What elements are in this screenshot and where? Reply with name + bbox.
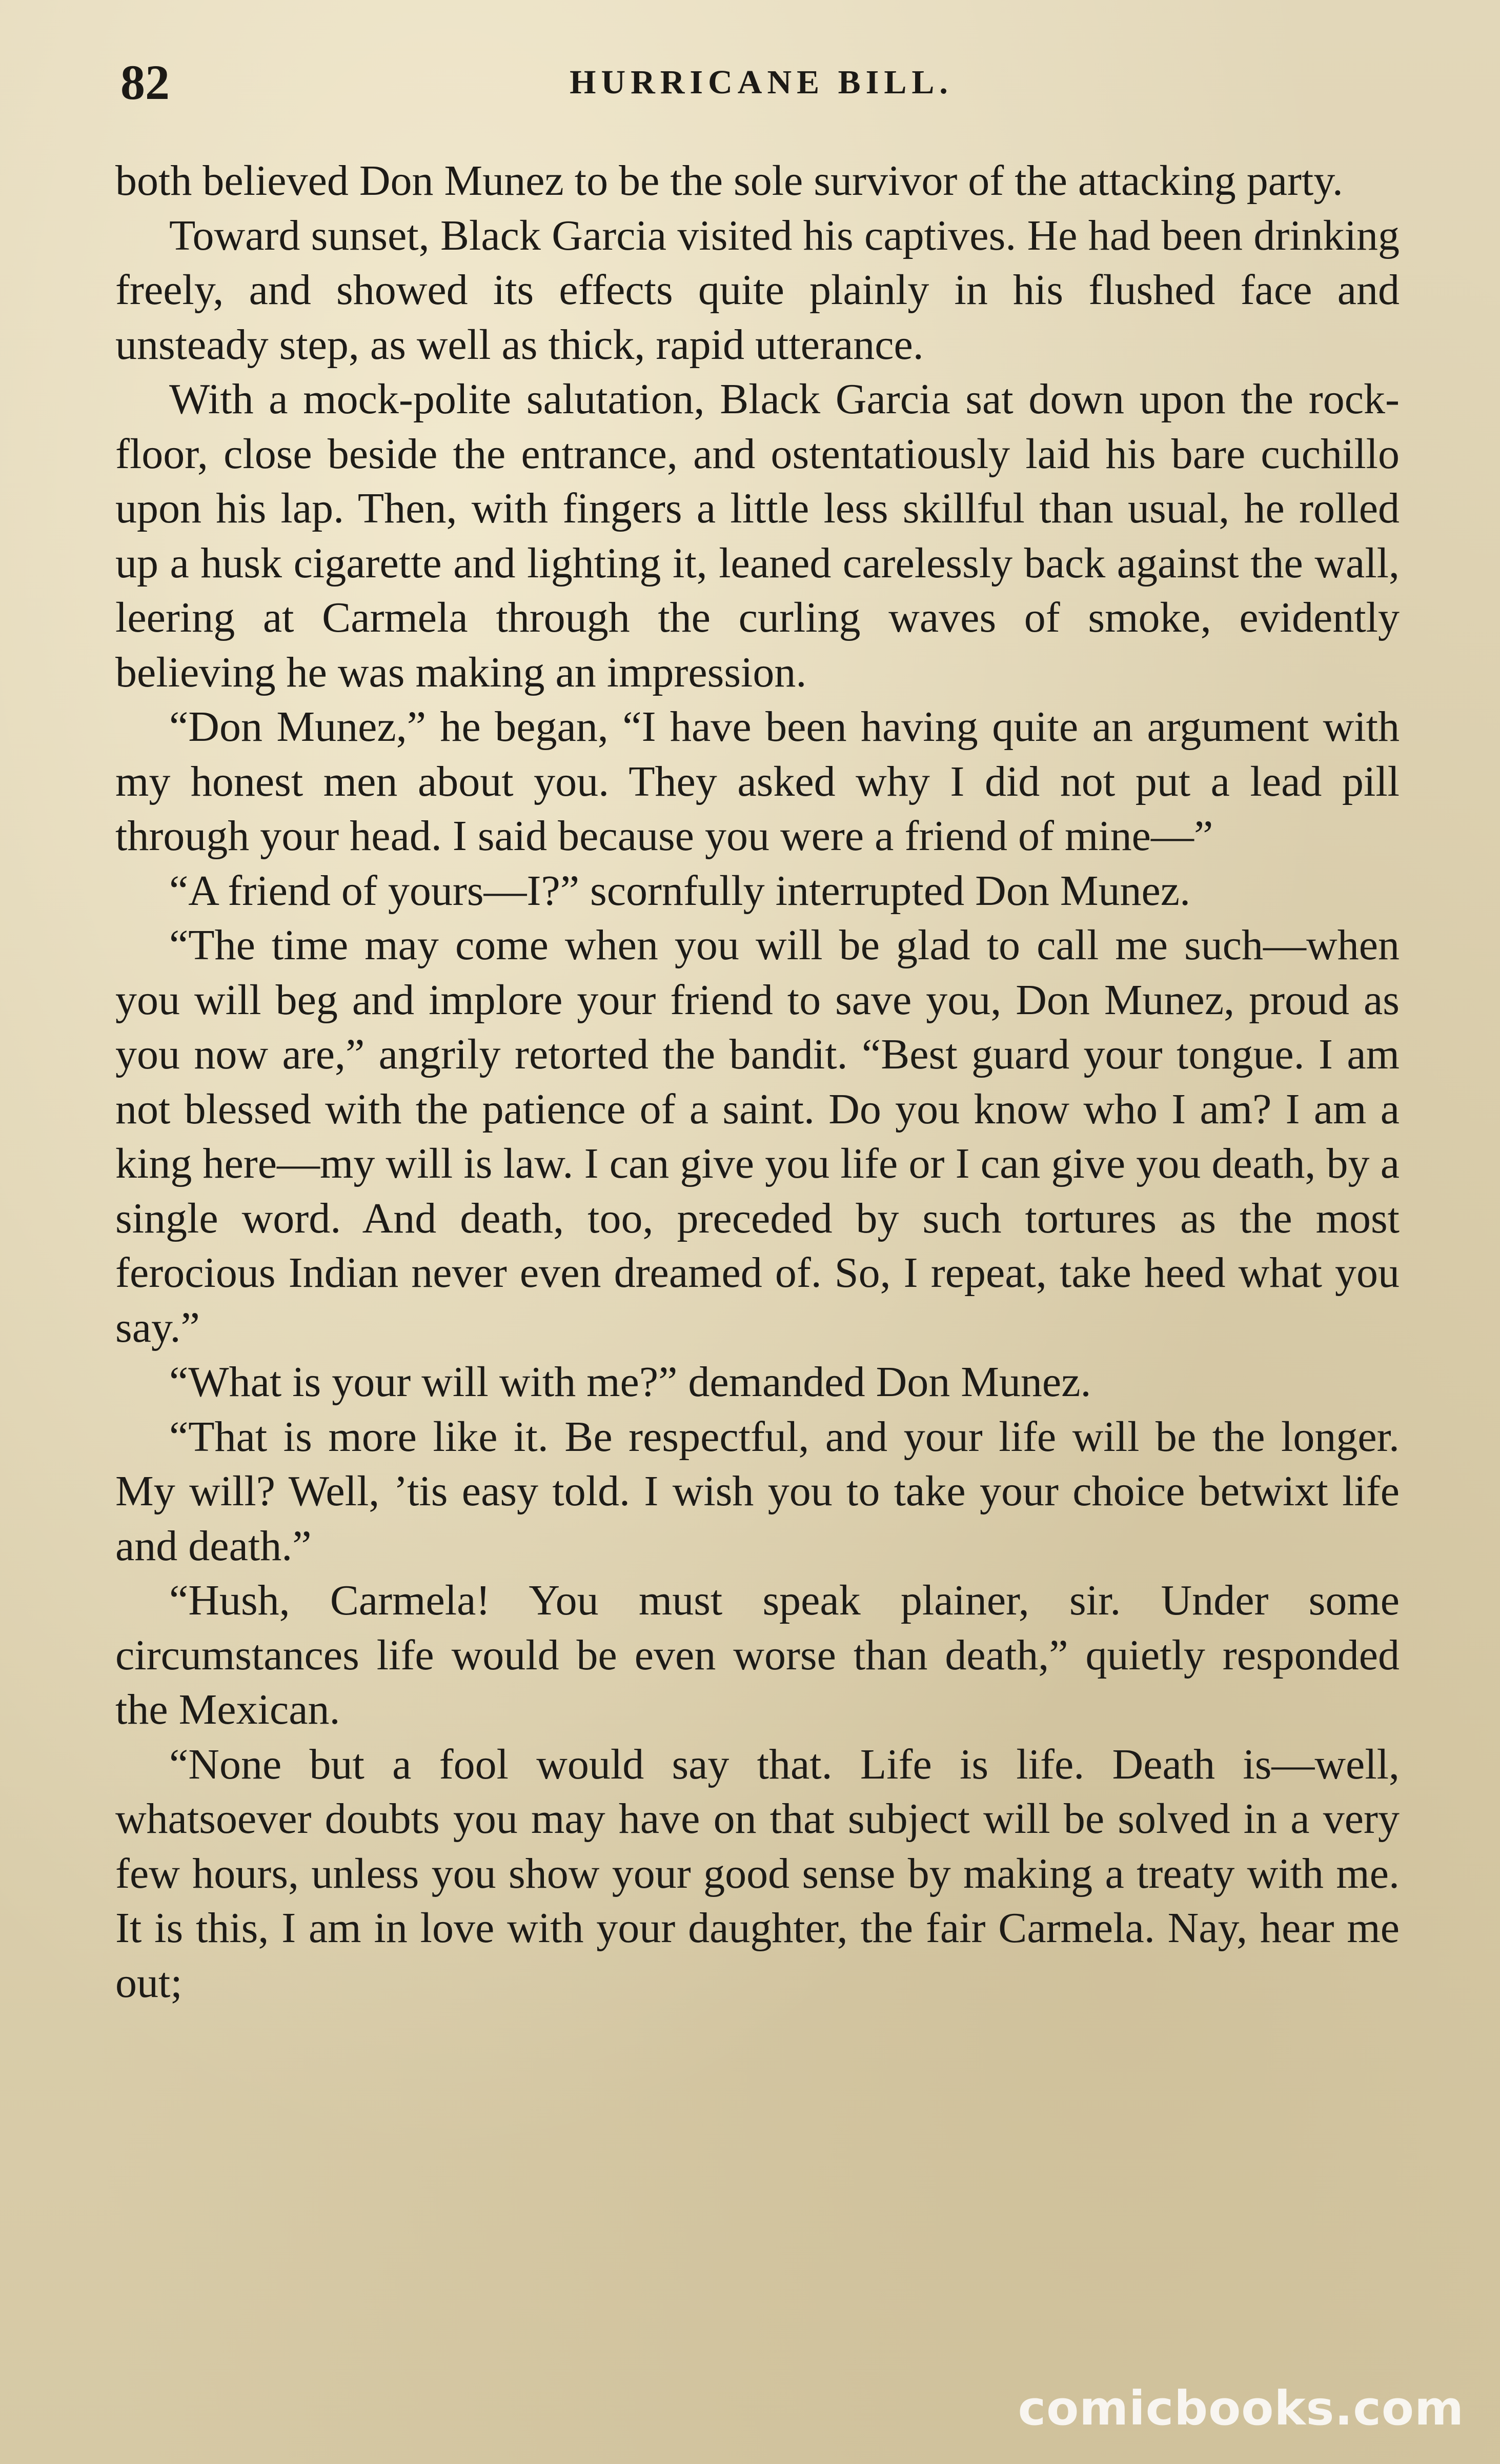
paragraph: “What is your will with me?” demanded Don Munez. — [169, 1358, 1091, 1406]
paragraph: “None but a fool would say that. Life is life. Death is—well, whatsoever doubts you may have on that subject will be solved in a very few hours, unless you show your good sense by making a treaty with me. It is this, I am in love with your daughter, the fair Carmela. Nay, hear me out; — [115, 1740, 1400, 2007]
paragraph: “A friend of yours—I?” scornfully interrupted Don Munez. — [169, 866, 1191, 915]
body-text — [115, 154, 1400, 2010]
watermark: comicbooks.com — [1018, 2381, 1464, 2436]
running-title: HURRICANE BILL. — [570, 64, 953, 101]
paragraph: both believed Don Munez to be the sole survivor of the attacking party. — [115, 157, 1343, 205]
paragraph: With a mock-polite salutation, Black Garcia sat down upon the rock-floor, close beside the entrance, and ostentatiously laid his bare cuchillo upon his lap. Then, with fingers a little less skillful than usual, he rolled up a husk cigarette and lighting it, leaned carelessly back against the wall, leering at Carmela through the curling waves of smoke, evidently believing he was making an impression. — [115, 375, 1400, 696]
paragraph: “Don Munez,” he began, “I have been having quite an argument with my honest men about you. They asked why I did not put a lead pill through your head. I said because you were a friend of mine—” — [115, 703, 1400, 860]
paragraph: “That is more like it. Be respectful, and your life will be the longer. My will? Well, ’tis easy told. I wish you to take your choice betwixt life and death.” — [115, 1412, 1400, 1570]
page-number: 82 — [120, 55, 170, 110]
paragraph: Toward sunset, Black Garcia visited his captives. He had been drinking freely, and showed its effects quite plainly in his flushed face and unsteady step, as well as thick, rapid utterance. — [115, 211, 1400, 369]
paragraph: “Hush, Carmela! You must speak plainer, sir. Under some circumstances life would be even worse than death,” quietly responded the Mexican. — [115, 1577, 1400, 1733]
page-header — [120, 49, 1402, 126]
paragraph: “The time may come when you will be glad to call me such—when you will beg and implore your friend to save you, Don Munez, proud as you now are,” angrily retorted the bandit. “Best guard your tongue. I am not blessed with the patience of a saint. Do you know who I am? I am a king here—my will is law. I can give you life or I can give you death, by a single word. And death, too, preceded by such tortures as the most ferocious Indian never even dreamed of. So, I repeat, take heed what you say.” — [115, 921, 1400, 1351]
